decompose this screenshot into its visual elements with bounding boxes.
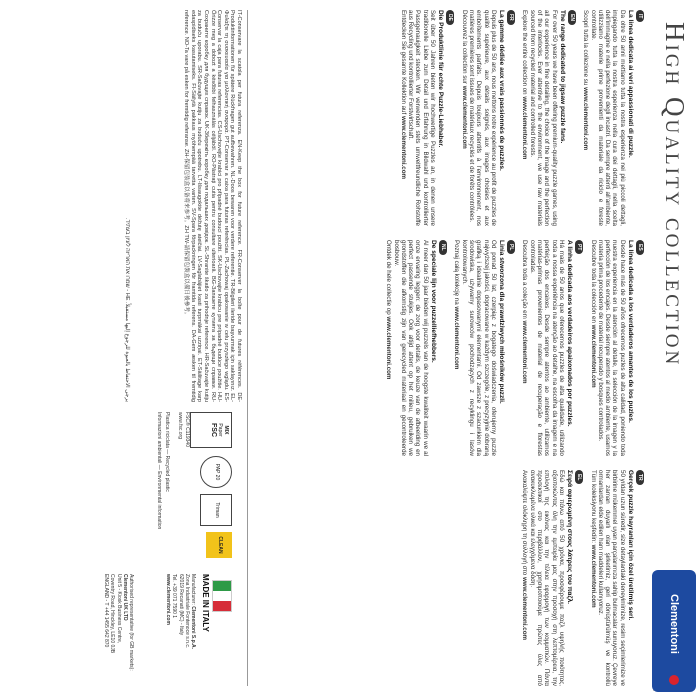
section-title: Die Produktlinie für echte Puzzle-Liebhaber.: [437, 10, 445, 148]
link-prefix: Ontdek de hele collectie op: [385, 240, 393, 315]
section-title: La línea dedicada a los verdaderos amantes de los puzles.: [627, 240, 634, 423]
manufacturer-name: Clementoni S.p.A.: [190, 606, 196, 650]
section-body: Εδώ και πάνω από 50 χρόνια, προσφέρουμε παζλ υψηλής ποιότητας, αξιοποιώντας όλη την εμπειρία μας στην προσοχή στη λεπτομέρεια, την επιλογή της εικόνας και την τέλεια εφαρμογή των κομματιών. Πάντα προσεκτικοί στο περιβάλλον, χρησιμοποιούμε πρώτες ύλες από ανακυκλωμένα υλικά και ελεγχόμενα δάση.: [528, 470, 565, 686]
info-caption: Informazioni ambientali — Environmental information: [156, 412, 162, 530]
section-title: Gerçek puzzle hayranları için özel üretilmiş seri.: [627, 470, 634, 621]
triman-label: Triman: [214, 502, 220, 518]
section-body: Al meer dan 50 jaar bieden wij puzzels van de hoogste kwaliteit waarin we al onze ervaring leggen: de zorg voor details, de keuze van de afbeelding en perfect passende stukjes. Ook altijd attent op het milieu, gebruiken we grondstoffen die afkomstig zijn van gerecycled materiaal en gecontroleerde bosbouw.: [392, 240, 429, 456]
website-link[interactable]: www.clementoni.com: [385, 316, 393, 380]
representative-line: Coventry Road, Hinckley, LE10 0JB: [109, 574, 116, 654]
fsc-url: www.fsc.org: [177, 412, 183, 439]
section-title: The range dedicated to jigsaw puzzle fans.: [558, 10, 566, 144]
section-title: La gamme dédiée aux vrais passionnés de puzzles.: [498, 10, 506, 171]
language-badge: NL: [439, 240, 447, 255]
manufacturer-line: Tel. +39 071 7590 1: [171, 574, 178, 619]
recycle-icon: [200, 456, 232, 488]
section-body: Od ponad 50 lat, czerpiąc z bogatego doświadczenia, oferujemy puzzle najwyższej jakości, dopracowane w każdym szczególe, z precyzyjnie dobraną grafiką i idealnie dopasowanymi elementami. Od zawsze z szacunkiem dla środowiska, używamy surowców pochodzących z recyklingu i lasów kontrolowanych.: [460, 240, 497, 456]
section-title: Linia stworzona dla prawdziwych miłośników puzzli.: [498, 240, 506, 404]
clean-icon: [206, 532, 232, 558]
section-title: De speciale lijn voor puzzelliefhebbers.: [430, 240, 438, 363]
page-title: HIGH QUALITY COLLECTION: [660, 22, 690, 368]
section-it: [582, 10, 644, 226]
section-el: [521, 470, 583, 686]
website-link[interactable]: www.clementoni.com: [589, 544, 597, 608]
link-prefix: Découvrez la collection sur: [460, 10, 468, 84]
language-badge: ES: [636, 240, 644, 255]
link-prefix: Descubre toda la colección en: [589, 240, 597, 323]
link-prefix: Poznaj całą kolekcję na: [453, 240, 461, 305]
website-link[interactable]: www.clementoni.com: [521, 576, 529, 641]
box-warnings-arabic: يرجى الاحتفاظ بالعبوة للرجوع إليها مستقبلاً. HE - שמרו את האריזה לעיון בעתיד.: [124, 218, 130, 402]
section-body: Seit über 50 Jahren bieten wir hochwertige Puzzles an, in denen unsere traditionelle Liebe zum Detail und Erfahrung in Bildwahl und kontrollierter Passgenauigkeit stecken. Wir verwenden stets umweltfreundliche Rohstoffe aus Recycling und kontrollierter Forstwirtschaft.: [407, 10, 437, 226]
clean-label: CLEAN: [217, 536, 223, 554]
brand-name: Clementoni: [668, 594, 680, 654]
section-body: For over 50 years we have been offering premium-quality puzzle games, using all our experience in fine detailing, the choice of the image and the perfection of the interlocks. Ever attentive to the environment, we use raw materials sourced from recycled material and controlled forests.: [528, 10, 558, 226]
website-link[interactable]: www.clementoni.com: [582, 87, 590, 151]
link-prefix: Entdecken Sie gesamte Kollektion auf: [399, 10, 407, 115]
language-badge: IT: [636, 10, 644, 22]
section-tr: [589, 470, 644, 686]
representative-line: ENGLAND - T +44 1455 642 870: [103, 574, 110, 648]
fsc-code: FSC® C119340: [184, 412, 190, 447]
section-de: [400, 10, 455, 226]
language-badge: EL: [575, 470, 583, 484]
manufacturer-line: Zona Industriale Fontenoce s.n.c.: [183, 574, 190, 649]
link-prefix: Ανακαλύψτε ολόκληρη τη συλλογή στο: [521, 470, 529, 576]
column-2: [250, 240, 644, 456]
made-in-label: MADE IN ITALY: [201, 574, 210, 632]
mix-label: MIX: [223, 425, 229, 435]
brand-logo: [652, 570, 696, 692]
section-nl: [385, 240, 447, 456]
language-badge: DE: [446, 10, 454, 25]
section-title: A linha dedicada aos verdadeiros apaixonados por puzzles.: [566, 240, 574, 427]
recycle-label: PAP 20: [214, 463, 220, 481]
fsc-icon: [190, 412, 232, 448]
language-badge: PL: [507, 240, 515, 254]
section-pl: [453, 240, 515, 456]
box-warnings: IT-Conservare la scatola per futura referenza. EN-Keep the box for future reference. FR-Conserver la boîte pour de futures références. DE-Produktinformationen für spätere Rückfragen gut aufbewahren. NL-Doos bewaren voor verdere referentie. TR-Bilgileri ileride başvurmak için saklayınız. EL-Φυλάξτε τη συσκευασία για μελλοντική αναφορά. PT-Conservar a caixa para futuras referências. PL-Zachowaj opakowanie w celu przyszłego wglądu. ES-Conservar la caja para futuras referencias. CS-Uschovejte krabici pro případné budoucí použití. SK-Uschovajte krabicu pre prípadné budúce použitie. HU-Őrizze meg a dobozt a későbbi felhasználás céljából. RO-Păstrați cutia pentru consultare ulterioară. BG-Запазете кутията за бъдещи справки. RU-Сохраните коробку для будущих справок. UK-Збережіть коробку для подальших довідок. SL-Shranite škatlo za prihodnje reference. HR-Sačuvajte kutiju za buduću uporabu. SR-Sačuvajte kutiju za buduću upotrebu. LT-Išsaugokite dėžutę ateičiai. LV-Saglabājiet kasti turpmākai uzziņai. ET-Säilitage karp edaspidiseks kasutamiseks. FI-Säilytä pakkaus myöhempää tarvetta varten. SV-Spara förpackningen för framtida referens. DA-Gem æsken til fremtidig reference. NO-Ta vare på esken for fremtidig referanse. ZH-保留包装盒以备将来参考。ZH TW-請保留包裝盒以備日後參考。: [183, 10, 242, 402]
section-title: La linea dedicata ai veri appassionati di puzzle.: [627, 10, 634, 158]
manufacturer-block: [165, 574, 196, 684]
section-fr: [460, 10, 515, 226]
website-link[interactable]: www.clementoni.com: [460, 85, 468, 149]
section-body: Depuis plus de 50 ans, nous mettons notre expérience au profit de puzzles de qualité supérieure, aux détails soignés, aux images choisies et aux emboîtements parfaits. Depuis toujours attentifs à l'environnement, nos matières premières sont issues de matériaux recyclés et de forêts contrôlées.: [467, 10, 497, 226]
language-badge: PT: [575, 240, 583, 254]
column-3: [250, 470, 644, 686]
section-pt: [521, 240, 583, 456]
section-title: Σειρά αφιερωμένη στους λάτρεις του παζλ.: [566, 470, 574, 604]
manufacturer-web[interactable]: www.clementoni.com: [165, 574, 172, 625]
section-en: [521, 10, 576, 226]
mix-sub: Paper: [217, 423, 223, 437]
representative-block: [103, 574, 134, 684]
section-body: Da oltre 50 anni mettiamo tutta la nostra esperienza nei più piccoli dettagli, impiegando tutta la nostra esperienza nella cura dei dettagli, nella scelta dell'immagine e nella perfezione degli incastri. Da sempre attenti all'ambiente, utilizziamo materie prime provenienti da materiale da riciclo e foreste controllate.: [589, 10, 626, 226]
certification-icons: [32, 412, 232, 572]
website-link[interactable]: www.clementoni.com: [453, 306, 461, 370]
section-es: [589, 240, 644, 456]
representative-line: Authorised representative (for GB markets):: [128, 574, 134, 671]
italy-flag-icon: [212, 580, 232, 612]
website-link[interactable]: www.clementoni.com: [399, 115, 407, 180]
section-divider: [247, 10, 248, 686]
section-body: Há mais de 50 anos que oferecemos puzzles de alta qualidade, utilizando toda a nossa experiência na atenção ao detalhe, na escolha da imagem e na perfeição dos encaixes. Desde sempre atentos ao ambiente, utilizamos matérias-primas provenientes de material de recuperação e florestas controladas.: [528, 240, 565, 456]
link-prefix: Scopri tutta la collezione su: [582, 10, 590, 86]
plastic-caption: Plastica riciclata — Recycled plastic: [164, 412, 170, 492]
language-badge: EN: [568, 10, 576, 25]
column-1: [250, 10, 644, 226]
website-link[interactable]: www.clementoni.com: [521, 96, 529, 160]
link-prefix: Descubra toda a coleção em: [521, 240, 529, 319]
link-prefix: Explore the entire collection on: [521, 10, 529, 95]
manufacturer-line: 62019 Recanati (MC) - Italy: [177, 574, 184, 636]
section-body: Desde hace más de 50 años ofrecemos puzles de alta calidad, poniendo toda nuestra experiencia en la atención al detalle, la selección de la imagen y la perfección de los encajes. Desde siempre atentos al medio ambiente, usamos materia prima procedente de material recuperado y bosques controlados.: [596, 240, 626, 456]
section-body: 50 yıldan uzun süredir, size detaylardaki deneyimimize, resim seçimlerimize ve birbirine mükemmel uyan parçalarımıza sahip bulmacalar sunuyoruz. Çevreye her zaman duyarlı olan şirketimiz, geri dönüştürülmüş ve kontrollü ormanlardan elde edilen ham maddeleri kullanıyoruz.: [596, 470, 626, 686]
language-badge: FR: [507, 10, 515, 25]
manufacturer-label: Manufacturer:: [190, 574, 196, 605]
representative-line: Clementoni UK LTD: [121, 574, 128, 621]
triman-icon: [200, 494, 232, 526]
representative-line: Unit 5 - Kiosk Business Centre,: [115, 574, 122, 644]
fsc-label: FSC: [210, 423, 217, 437]
link-prefix: Tüm koleksiyonu keşfedin:: [589, 470, 597, 543]
language-badge: TR: [636, 470, 644, 485]
brand-mark-dot: [669, 675, 679, 685]
website-link[interactable]: www.clementoni.com: [521, 320, 529, 384]
website-link[interactable]: www.clementoni.com: [589, 324, 597, 388]
